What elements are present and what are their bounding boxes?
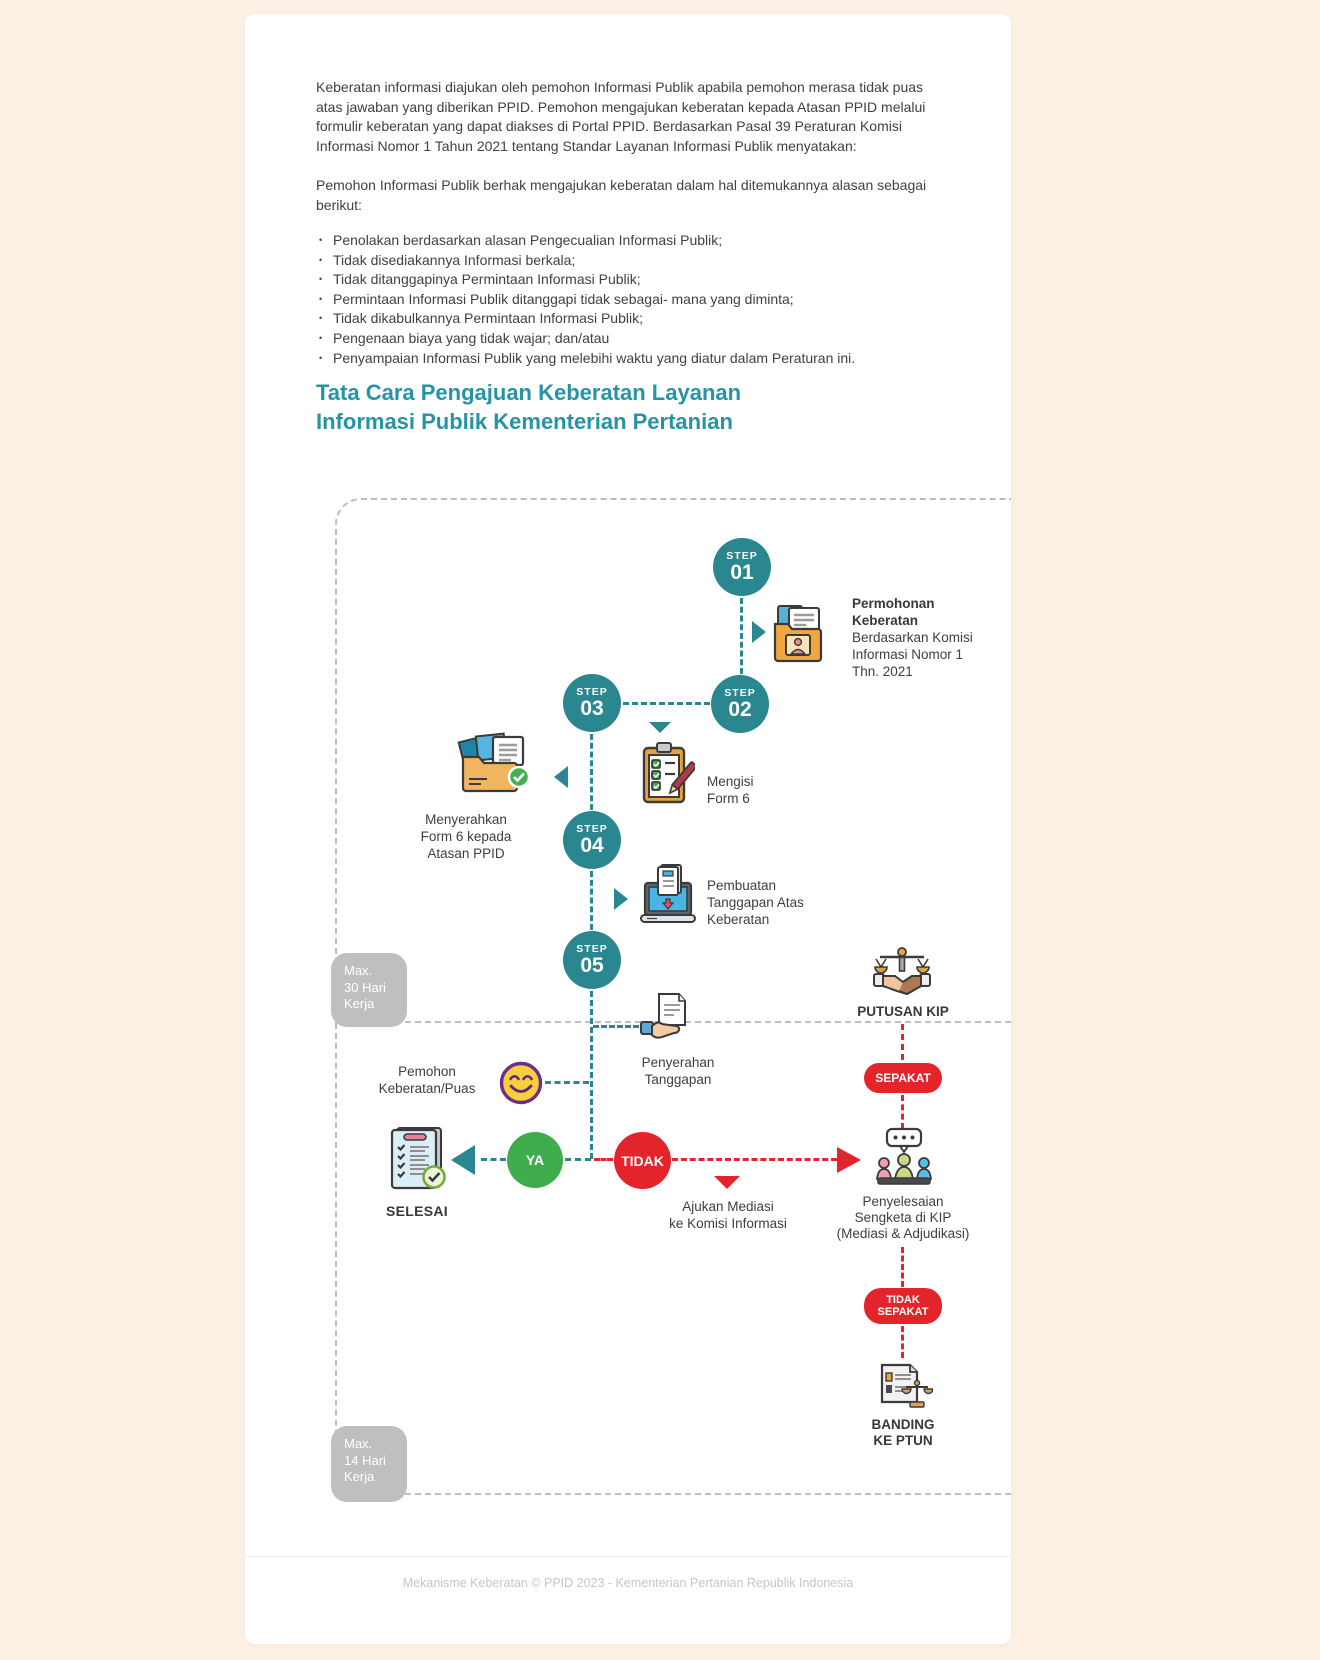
list-item: • Penolakan berdasarkan alasan Pengecualian Informasi Publik; [318, 231, 958, 251]
badge-line: Max. [344, 1436, 373, 1451]
step-label: STEP [576, 686, 608, 698]
list-item: • Penyampaian Informasi Publik yang melebihi waktu yang diatur dalam Peraturan ini. [318, 349, 958, 369]
label-line: Form 6 [707, 791, 750, 806]
step-number: 02 [728, 698, 752, 721]
step-05-node [563, 931, 621, 989]
label-line: (Mediasi & Adjudikasi) [836, 1226, 970, 1241]
page-title-line2: Informasi Publik Kementerian Pertanian [316, 409, 733, 434]
step-label: STEP [576, 943, 608, 955]
connector-ya-junction [565, 1158, 591, 1161]
intro-paragraph-1: Keberatan informasi diajukan oleh pemohon Informasi Publik apabila pemohon merasa tidak puas atas jawaban yang diberikan PPID. Pemohon mengajukan keberatan kepada Atasan PPID melalui formulir keberatan yang dapat diakses di Portal PPID. Berdasarkan Pasal 39 Peraturan Komisi Informasi Nomor 1 Tahun 2021 tentang Standar Layanan Informasi Publik menyatakan: [316, 79, 926, 154]
step-04-node [563, 811, 621, 869]
label-line: Mengisi [707, 774, 754, 789]
checklist-done-icon [385, 1125, 449, 1196]
scales-handshake-icon [872, 947, 932, 1004]
step-number: 01 [730, 561, 754, 584]
node-label-selesai: SELESAI [385, 1203, 448, 1219]
folder-photo-icon [772, 603, 830, 670]
step-label: STEP [576, 823, 608, 835]
label-line: Pembuatan [707, 878, 777, 893]
label-line: KE PTUN [873, 1433, 933, 1448]
connector-putusan-sepakat [901, 1024, 904, 1060]
arrow-right-icon [752, 621, 766, 643]
flowchart [245, 14, 1011, 1644]
folder-documents-check-icon [453, 731, 541, 804]
arrow-down-icon [649, 722, 671, 733]
step-03-node [563, 674, 621, 732]
label-line: Penyerahan [641, 1055, 715, 1070]
list-item: • Tidak dikabulkannya Permintaan Informasi Publik; [318, 309, 958, 329]
node-label-penyelesaian-sengketa [823, 1194, 983, 1242]
step-01-node [713, 538, 771, 596]
label-line: Berdasarkan Komisi [852, 630, 973, 645]
step-number: 04 [580, 834, 604, 857]
list-item: • Tidak disediakannya Informasi berkala; [318, 251, 958, 271]
label-line: Keberatan/Puas [378, 1081, 476, 1096]
label-line: BANDING [871, 1417, 935, 1432]
meeting-discussion-icon [874, 1127, 934, 1194]
decision-no-node: TIDAK [614, 1132, 671, 1189]
list-item: • Permintaan Informasi Publik ditanggapi tidak sebagai- mana yang diminta; [318, 290, 958, 310]
tidak-sepakat-badge [864, 1288, 942, 1324]
list-item: • Pengenaan biaya yang tidak wajar; dan/atau [318, 329, 958, 349]
clipboard-checklist-icon [639, 741, 695, 810]
arrow-left-icon [451, 1145, 475, 1175]
connector-step1-step2 [740, 598, 743, 674]
label-line: Tanggapan [644, 1072, 712, 1087]
badge-line: 30 Hari [344, 979, 386, 995]
arrow-down-red-icon [714, 1176, 740, 1189]
label-line: Ajukan Mediasi [682, 1199, 774, 1214]
duration-badge-14-days [331, 1426, 407, 1502]
node-label-ajukan-mediasi [657, 1198, 799, 1232]
arrow-right-red-icon [837, 1147, 861, 1173]
badge-line: Kerja [344, 1469, 375, 1484]
node-label-menyerahkan-form6 [393, 811, 539, 862]
sepakat-badge: SEPAKAT [864, 1063, 942, 1093]
connector-step3-step4 [590, 734, 593, 810]
badge-line: Kerja [344, 996, 375, 1011]
label-line: Tanggapan Atas [707, 895, 804, 910]
label-line: Atasan PPID [427, 846, 505, 861]
document-scales-icon [873, 1356, 933, 1417]
label-line: ke Komisi Informasi [669, 1216, 787, 1231]
connector-tidaksepakat-banding [901, 1326, 904, 1358]
connector-step2-step3 [623, 702, 710, 705]
step-02-node [711, 675, 769, 733]
decision-yes-node: YA [507, 1132, 563, 1188]
intro-paragraph-2: Pemohon Informasi Publik berhak mengajukan keberatan dalam hal ditemukannya alasan sebagai berikut: [316, 177, 927, 213]
node-label-pembuatan-tanggapan [707, 877, 804, 928]
label-line: Keberatan [707, 912, 770, 927]
duration-badge-30-days [331, 953, 407, 1027]
label-line: Permohonan [852, 596, 935, 611]
document-card [245, 14, 1011, 1644]
step-number: 03 [580, 697, 604, 720]
connector-smiley [545, 1081, 589, 1084]
step-label: STEP [724, 687, 756, 699]
label-line: Pemohon [398, 1064, 456, 1079]
connector-step5-decision [590, 991, 593, 1159]
label-line: Form 6 kepada [420, 829, 512, 844]
node-label-putusan-kip: PUTUSAN KIP [857, 1004, 949, 1019]
arrow-left-icon [554, 766, 568, 788]
label-line: Thn. 2021 [852, 664, 913, 679]
connector-meeting-tidaksepakat [901, 1247, 904, 1287]
connector-sepakat-meeting [901, 1095, 904, 1129]
arrow-right-icon [614, 888, 628, 910]
label-line: Penyelesaian [862, 1194, 944, 1209]
badge-line: SEPAKAT [877, 1306, 929, 1318]
footer-text: Mekanisme Keberatan © PPID 2023 - Kementerian Pertanian Republik Indonesia [402, 1576, 854, 1590]
connector-ya-selesai [481, 1158, 506, 1161]
node-label-banding-ptun [852, 1417, 954, 1449]
label-line: Sengketa di KIP [854, 1210, 952, 1225]
connector-penyerahan [593, 1025, 639, 1028]
badge-line: TIDAK [886, 1294, 920, 1306]
node-label-mengisi-form6 [707, 773, 754, 807]
smiley-face-icon [498, 1060, 544, 1111]
step-number: 05 [580, 954, 604, 977]
page-title-line1: Tata Cara Pengajuan Keberatan Layanan [316, 380, 742, 405]
list-item: • Tidak ditanggapinya Permintaan Informasi Publik; [318, 270, 958, 290]
step-label: STEP [726, 550, 758, 562]
label-line: Informasi Nomor 1 [852, 647, 964, 662]
laptop-document-icon [637, 863, 699, 930]
node-label-penyerahan-tanggapan [608, 1054, 748, 1088]
connector-tidak-kip [672, 1158, 837, 1161]
label-line: Keberatan [852, 613, 919, 628]
connector-junction-tidak [594, 1158, 613, 1161]
footer-divider [245, 1556, 1011, 1557]
badge-line: Max. [344, 963, 373, 978]
node-label-permohonan [852, 595, 997, 680]
connector-step4-step5 [590, 871, 593, 930]
badge-line: 14 Hari [344, 1452, 386, 1468]
hand-document-icon [639, 992, 691, 1047]
label-line: Menyerahkan [425, 812, 507, 827]
node-label-pemohon-puas [365, 1063, 489, 1097]
